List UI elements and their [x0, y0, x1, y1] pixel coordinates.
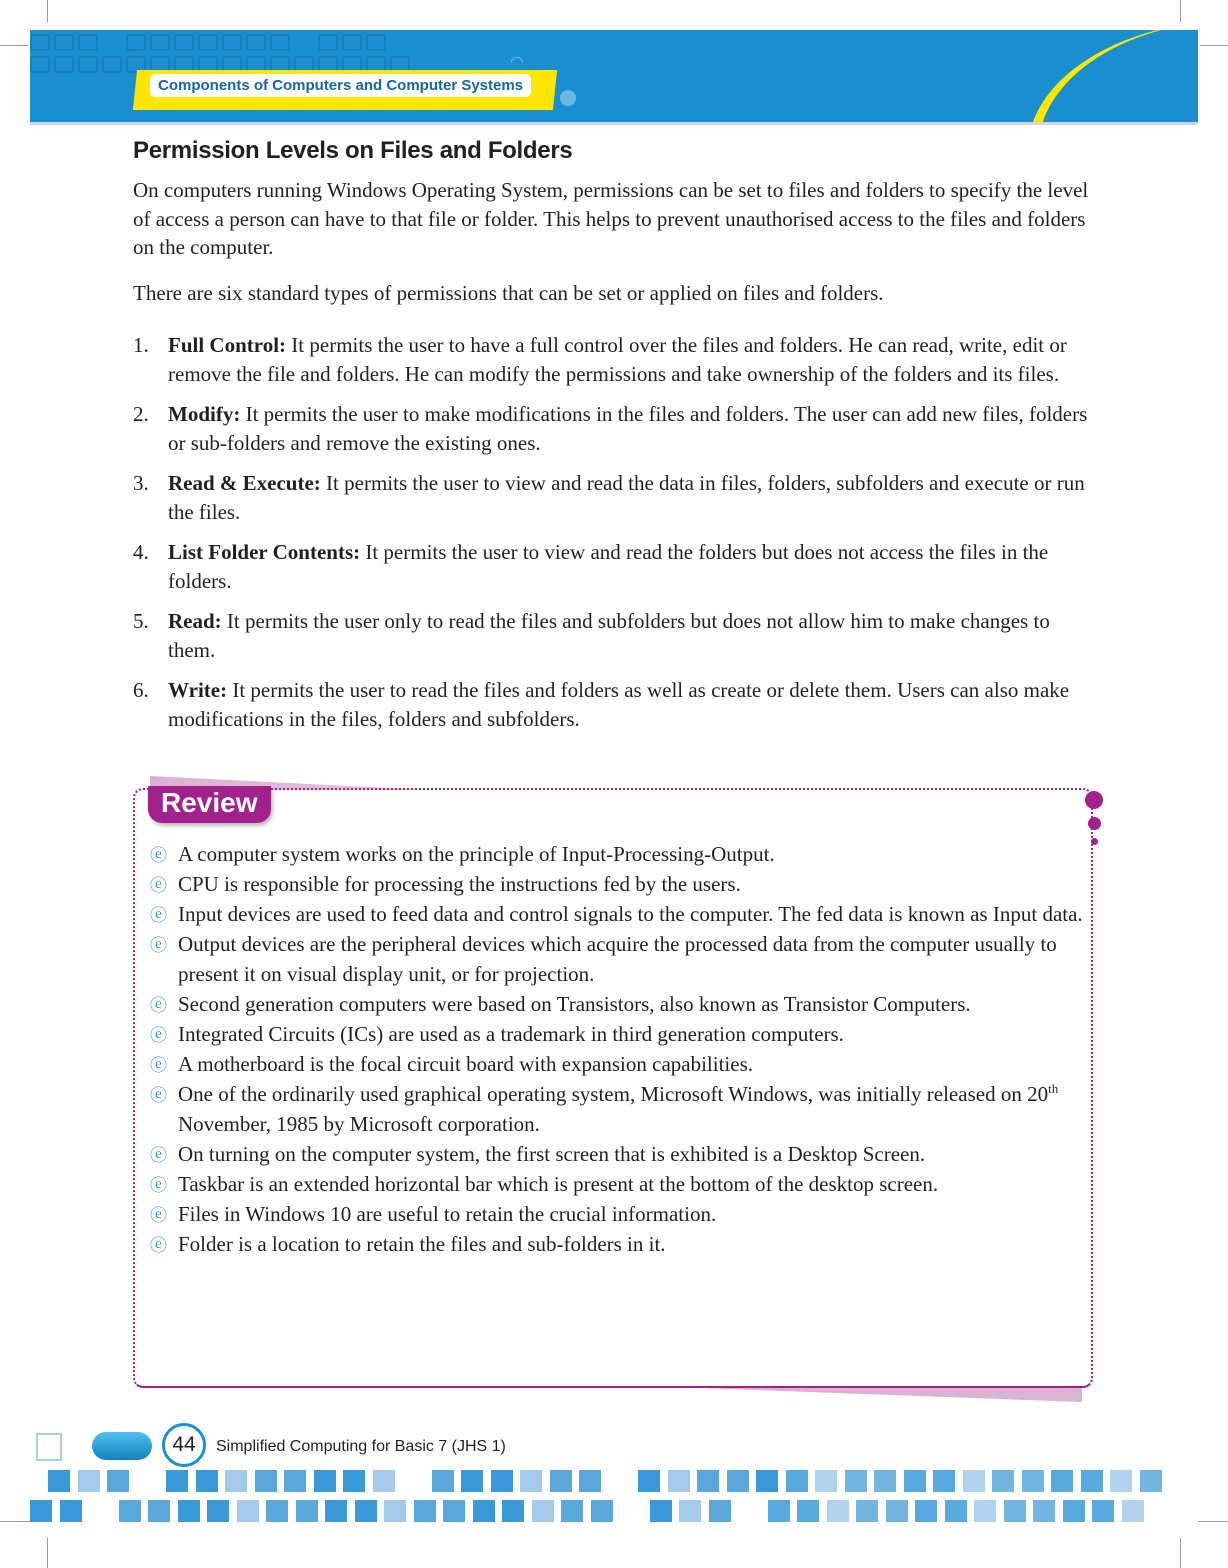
footer-square [638, 1470, 660, 1492]
review-item [150, 929, 1085, 989]
review-item [150, 1139, 1085, 1169]
footer-square [1081, 1470, 1103, 1492]
footer-square [1122, 1500, 1144, 1522]
permission-term: Write: [168, 678, 228, 702]
review-item [150, 1199, 1085, 1229]
footer-square [296, 1500, 318, 1522]
footer-square [148, 1500, 170, 1522]
review-text: Integrated Circuits (ICs) are used as a trademark in third generation computers. [178, 1022, 844, 1046]
permission-term: Read: [168, 609, 222, 633]
chapter-title: Components of Computers and Computer Systems [150, 74, 531, 97]
e-swirl-icon: ⓔ [150, 1206, 167, 1225]
footer-square [532, 1500, 554, 1522]
footer-square [78, 1470, 100, 1492]
review-item [150, 1169, 1085, 1199]
review-item [150, 1079, 1085, 1139]
chapter-header-banner [30, 30, 1198, 125]
footer-square [727, 1470, 749, 1492]
permission-item [133, 676, 1098, 734]
review-text: Taskbar is an extended horizontal bar which is present at the bottom of the desktop screen. [178, 1172, 939, 1196]
permission-description: It permits the user to view and read the data in files, folders, subfolders and execute or run the files. [168, 471, 1085, 524]
footer-square [178, 1500, 200, 1522]
item-number: 5. [133, 609, 149, 633]
footer-square [207, 1500, 229, 1522]
keyboard-key [222, 34, 242, 51]
review-item [150, 1049, 1085, 1079]
crop-mark [0, 45, 28, 46]
review-item [150, 869, 1085, 899]
review-text: November, 1985 by Microsoft corporation. [178, 1112, 540, 1136]
crop-mark [47, 0, 48, 22]
crop-mark [1198, 1521, 1228, 1522]
permission-item [133, 331, 1098, 389]
e-swirl-icon: ⓔ [150, 936, 167, 955]
footer-square [373, 1470, 395, 1492]
footer-square [963, 1470, 985, 1492]
crop-mark [1200, 45, 1228, 46]
section-title: Permission Levels on Files and Folders [133, 137, 573, 164]
keyboard-key [366, 34, 386, 51]
footer-square [384, 1500, 406, 1522]
crop-mark [1180, 0, 1181, 22]
review-text: On turning on the computer system, the first screen that is exhibited is a Desktop Screen. [178, 1142, 926, 1166]
footer-square [945, 1500, 967, 1522]
review-item [150, 899, 1085, 929]
permission-item [133, 400, 1098, 458]
footer-square [325, 1500, 347, 1522]
keyboard-key [78, 56, 98, 73]
footer-square [30, 1500, 52, 1522]
footer-square [36, 1433, 62, 1461]
item-number: 3. [133, 471, 149, 495]
yellow-swoosh [1028, 30, 1198, 125]
footer-square [786, 1470, 808, 1492]
footer-square [886, 1500, 908, 1522]
review-item [150, 1019, 1085, 1049]
permission-description: It permits the user to have a full control over the files and folders. He can read, write, edit or remove the file and folders. He can modify the permissions and take ownership of the folders and its files. [168, 333, 1067, 386]
keyboard-key [102, 56, 122, 73]
footer-square [579, 1470, 601, 1492]
decor-dot [1091, 838, 1098, 845]
e-swirl-icon: ⓔ [150, 906, 167, 925]
footer-square [284, 1470, 306, 1492]
footer-square [48, 1470, 70, 1492]
footer-square [827, 1500, 849, 1522]
review-text: One of the ordinarily used graphical operating system, Microsoft Windows, was initially released on 20 [178, 1082, 1049, 1106]
permission-description: It permits the user only to read the files and subfolders but does not allow him to make changes to them. [168, 609, 1050, 662]
footer-square [815, 1470, 837, 1492]
e-swirl-icon: ⓔ [150, 1056, 167, 1075]
item-number: 2. [133, 402, 149, 426]
footer-square [461, 1470, 483, 1492]
permission-term: List Folder Contents: [168, 540, 361, 564]
footer-square [266, 1500, 288, 1522]
review-text: Folder is a location to retain the files and sub-folders in it. [178, 1232, 666, 1256]
footer-square [1033, 1500, 1055, 1522]
footer-square [1022, 1470, 1044, 1492]
footer-square [915, 1500, 937, 1522]
superscript: th [1048, 1081, 1059, 1096]
wifi-icon: ◠ [510, 54, 524, 71]
footer-square [1092, 1500, 1114, 1522]
permission-description: It permits the user to read the files and folders as well as create or delete them. Users can also make modifications in the files, folders and subfolders. [168, 678, 1070, 731]
footer-square [697, 1470, 719, 1492]
footer-square [255, 1470, 277, 1492]
footer-square [196, 1470, 218, 1492]
review-item [150, 839, 1085, 869]
e-swirl-icon: ⓔ [150, 1086, 167, 1105]
footer-square [797, 1500, 819, 1522]
footer-toggle-decor [92, 1432, 152, 1460]
review-shadow [700, 1388, 1082, 1402]
footer-square [443, 1500, 465, 1522]
footer-square [343, 1470, 365, 1492]
e-swirl-icon: ⓔ [150, 1176, 167, 1195]
e-swirl-icon: ⓔ [150, 996, 167, 1015]
permissions-list [133, 331, 1098, 745]
lead-paragraph: There are six standard types of permissions that can be set or applied on files and folders. [133, 281, 884, 305]
keyboard-key [78, 34, 98, 51]
globe-icon [560, 90, 576, 106]
e-swirl-icon: ⓔ [150, 1026, 167, 1045]
footer-square [874, 1470, 896, 1492]
footer-square [225, 1470, 247, 1492]
footer-square [1140, 1470, 1162, 1492]
permission-term: Full Control: [168, 333, 287, 357]
footer-square [709, 1500, 731, 1522]
decor-dot [1085, 791, 1103, 809]
permission-term: Modify: [168, 402, 241, 426]
footer-square [432, 1470, 454, 1492]
footer-square [119, 1500, 141, 1522]
footer-square [904, 1470, 926, 1492]
footer-square [502, 1500, 524, 1522]
e-swirl-icon: ⓔ [150, 876, 167, 895]
footer-square [856, 1500, 878, 1522]
footer-square [473, 1500, 495, 1522]
footer-square [845, 1470, 867, 1492]
permission-description: It permits the user to view and read the folders but does not access the files in the folders. [168, 540, 1049, 593]
item-number: 6. [133, 678, 149, 702]
footer-square [668, 1470, 690, 1492]
e-swirl-icon: ⓔ [150, 846, 167, 865]
crop-mark [47, 1538, 48, 1568]
page-number: 44 [162, 1423, 206, 1467]
e-swirl-icon: ⓔ [150, 1146, 167, 1165]
footer-square [974, 1500, 996, 1522]
keyboard-key [30, 56, 50, 73]
footer-square [1051, 1470, 1073, 1492]
footer-square [756, 1470, 778, 1492]
keyboard-key [150, 34, 170, 51]
review-text: A motherboard is the focal circuit board with expansion capabilities. [178, 1052, 753, 1076]
review-list [150, 839, 1085, 1259]
footer-square [60, 1500, 82, 1522]
footer-square [491, 1470, 513, 1492]
review-text: Files in Windows 10 are useful to retain the crucial information. [178, 1202, 717, 1226]
footer-square [933, 1470, 955, 1492]
keyboard-key [54, 34, 74, 51]
footer-square [561, 1500, 583, 1522]
crop-mark [1180, 1538, 1181, 1568]
review-text: Output devices are the peripheral devices which acquire the processed data from the computer usually to present it on visual display unit, or for projection. [178, 932, 1057, 986]
keyboard-key [30, 34, 50, 51]
permission-item [133, 469, 1098, 527]
review-text: CPU is responsible for processing the instructions fed by the users. [178, 872, 741, 896]
review-item [150, 1229, 1085, 1259]
crop-mark [0, 1521, 30, 1522]
footer-square [992, 1470, 1014, 1492]
keyboard-key [318, 34, 338, 51]
permission-term: Read & Execute: [168, 471, 321, 495]
footer-square [591, 1500, 613, 1522]
book-title: Simplified Computing for Basic 7 (JHS 1) [216, 1438, 506, 1455]
keyboard-key [54, 56, 74, 73]
footer-square [768, 1500, 790, 1522]
footer-square [550, 1470, 572, 1492]
footer-square [237, 1500, 259, 1522]
footer-square [355, 1500, 377, 1522]
item-number: 4. [133, 540, 149, 564]
review-text: A computer system works on the principle of Input-Processing-Output. [178, 842, 775, 866]
review-text: Second generation computers were based on Transistors, also known as Transistor Computers. [178, 992, 971, 1016]
footer-square [679, 1500, 701, 1522]
permission-description: It permits the user to make modifications in the files and folders. The user can add new files, folders or sub-folders and remove the existing ones. [168, 402, 1088, 455]
footer-square [314, 1470, 336, 1492]
keyboard-key [342, 34, 362, 51]
keyboard-key [270, 34, 290, 51]
item-number: 1. [133, 333, 149, 357]
review-item [150, 989, 1085, 1019]
footer-square [1063, 1500, 1085, 1522]
intro-paragraph: On computers running Windows Operating System, permissions can be set to files and folders to specify the level of access a person can have to that file or folder. This helps to prevent unauthorised access to the files and folders on the computer. [133, 178, 1089, 260]
footer-square [1110, 1470, 1132, 1492]
footer-square [1004, 1500, 1026, 1522]
footer-square [414, 1500, 436, 1522]
keyboard-key [126, 34, 146, 51]
review-text: Input devices are used to feed data and control signals to the computer. The fed data is known as Input data. [178, 902, 1083, 926]
footer-square [650, 1500, 672, 1522]
review-title: Review [148, 786, 271, 823]
e-swirl-icon: ⓔ [150, 1236, 167, 1255]
permission-item [133, 538, 1098, 596]
footer-square [520, 1470, 542, 1492]
keyboard-key [246, 34, 266, 51]
footer-square [107, 1470, 129, 1492]
permission-item [133, 607, 1098, 665]
decor-dot [1088, 817, 1101, 830]
footer-square [166, 1470, 188, 1492]
keyboard-key [198, 34, 218, 51]
keyboard-key [174, 34, 194, 51]
